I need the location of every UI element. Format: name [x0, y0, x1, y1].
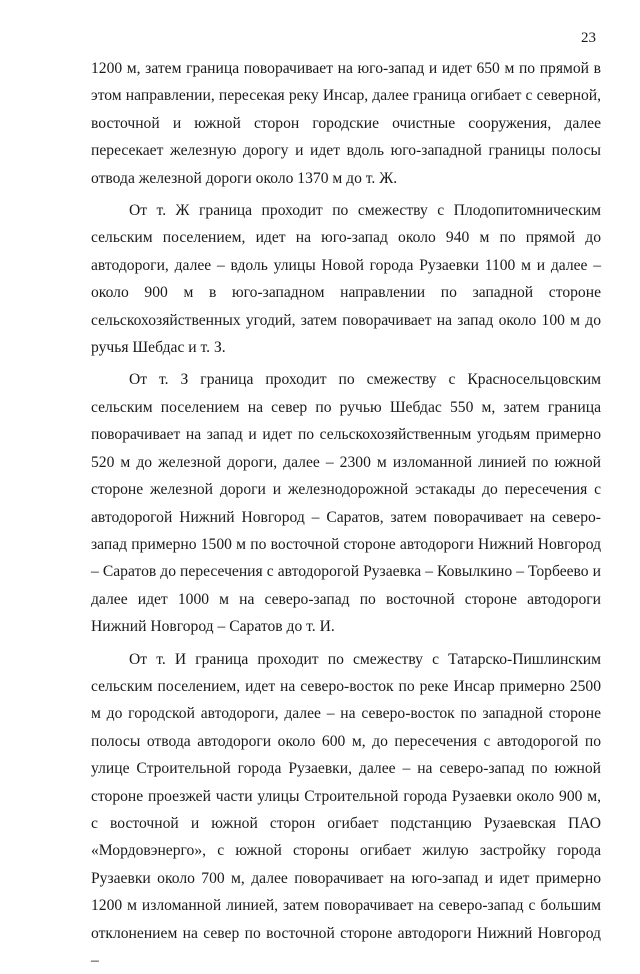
paragraph-point-i: От т. И граница проходит по смежеству с Татарско-Пишлинским сельским поселением, идет на северо-восток по реке Инсар примерно 2500 м до городской автодороги, далее – на северо-восток по западной стороне полосы отвода автодороги около 600 м, до пересечения с автодорогой по улице Строительной города Рузаевки, далее – на северо-запад по южной стороне проезжей части улицы Строительной города Рузаевки около 900 м, с восточной и южной сторон огибает подстанцию Рузаевская ПАО «Мордовэнерго», с южной стороны огибает жилую застройку города Рузаевки около 700 м, далее поворачивает на юго-запад и идет примерно 1200 м изломанной линией, затем поворачивает на северо-запад с большим отклонением на север по восточной стороне автодороги Нижний Новгород –: [91, 650, 601, 969]
paragraph-continuation: 1200 м, затем граница поворачивает на юго-запад и идет 650 м по прямой в этом направлении, пересекая реку Инсар, далее граница огибает с северной, восточной и южной сторон городские очистные сооружения, далее пересекает железную дорогу и идет вдоль юго-западной границы полосы отвода железной дороги около 1370 м до т. Ж.: [91, 60, 601, 187]
paragraph-point-z: От т. З граница проходит по смежеству с Красносельцовским сельским поселением на север по ручью Шебдас 550 м, затем граница поворачивает на запад и идет по сельскохозяйственным угодьям примерно 520 м до железной дороги, далее – 2300 м изломанной линией по южной стороне железной дороги и железнодорожной эстакады до пересечения с автодорогой Нижний Новгород – Саратов, затем поворачивает на северо-запад примерно 1500 м по восточной стороне автодороги Нижний Новгород – Саратов до пересечения с автодорогой Рузаевка – Ковылкино – Торбеево и далее идет 1000 м на северо-запад по восточной стороне автодороги Нижний Новгород – Саратов до т. И.: [91, 371, 601, 636]
document-body: [91, 55, 601, 974]
page-number: 23: [581, 30, 596, 46]
paragraph-point-zh: От т. Ж граница проходит по смежеству с Плодопитомническим сельским поселением, идет на юго-запад около 940 м по прямой до автодороги, далее – вдоль улицы Новой города Рузаевки 1100 м и далее – около 900 м в юго-западном направлении по западной стороне сельскохозяйственных угодий, затем поворачивает на запад около 100 м до ручья Шебдас и т. З.: [91, 202, 601, 357]
